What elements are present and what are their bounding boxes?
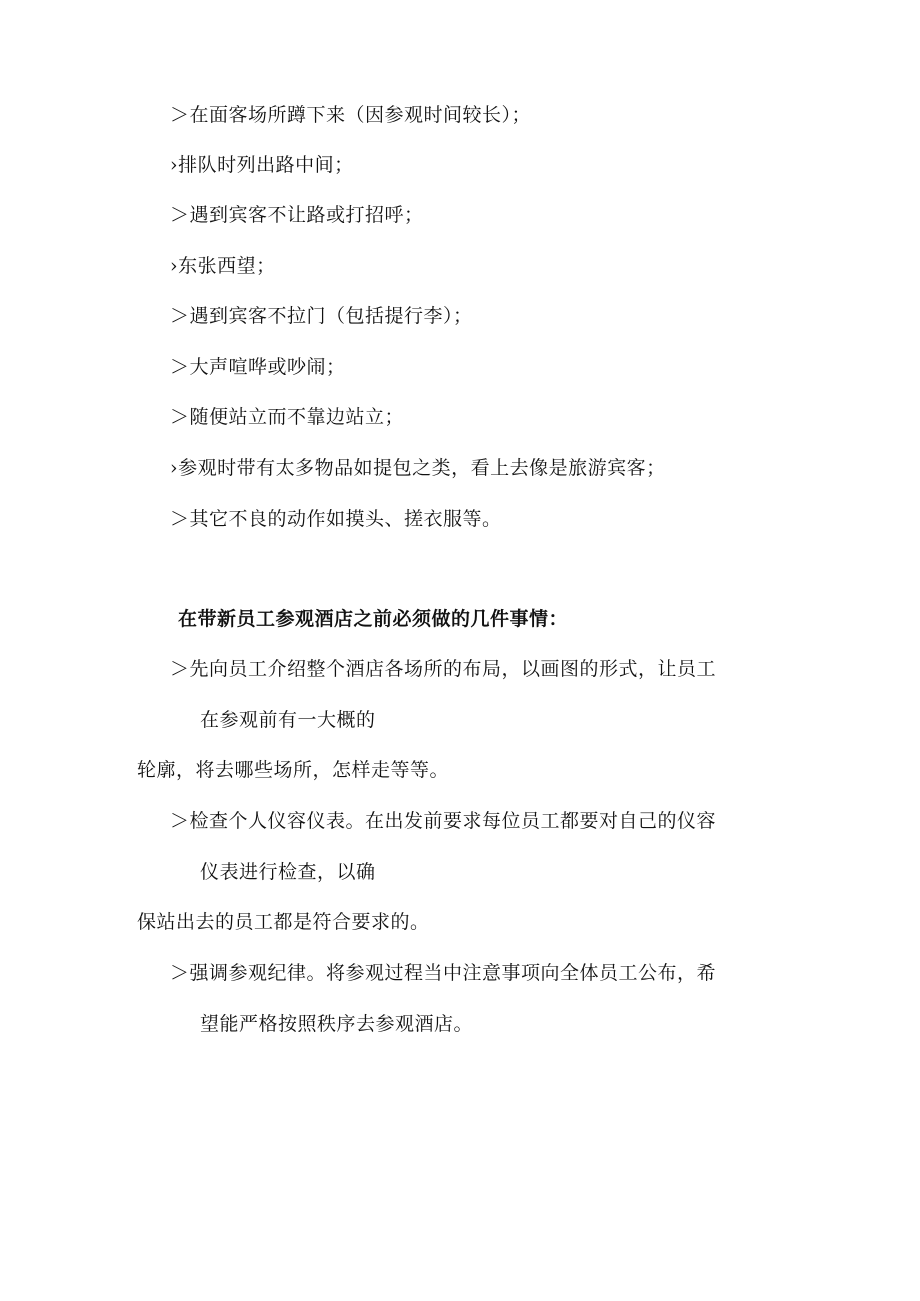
list-item: ＞在面客场所蹲下来（因参观时间较长）；	[170, 104, 532, 126]
list-item-line: 仪表进行检查，以确	[200, 861, 376, 883]
list-item: ＞遇到宾客不拉门（包括提行李）；	[170, 305, 473, 327]
list-item-line: 望能严格按照秩序去参观酒店。	[200, 1013, 474, 1035]
list-item: ＞随便站立而不靠边站立；	[170, 406, 405, 428]
list-item: ›排队时列出路中间；	[170, 154, 354, 176]
list-item-line: ＞强调参观纪律。将参观过程当中注意事项向全体员工公布，希	[170, 962, 717, 984]
list-item: ＞其它不良的动作如摸头、搓衣服等。	[170, 508, 502, 530]
list-item: ›东张西望；	[170, 255, 276, 277]
list-item-line: ＞先向员工介绍整个酒店各场所的布局，以画图的形式，让员工	[170, 658, 717, 680]
list-item-line: 在参观前有一大概的	[200, 709, 376, 731]
list-item-line: ＞检查个人仪容仪表。在出发前要求每位员工都要对自己的仪容	[170, 810, 717, 832]
list-item: ＞遇到宾客不让路或打招呼；	[170, 204, 424, 226]
list-item-line: 轮廓，将去哪些场所，怎样走等等。	[137, 759, 450, 781]
section-heading: 在带新员工参观酒店之前必须做的几件事情：	[178, 608, 569, 630]
list-item: ›参观时带有太多物品如提包之类，看上去像是旅游宾客；	[170, 457, 666, 479]
list-item-line: 保站出去的员工都是符合要求的。	[137, 911, 430, 933]
list-item: ＞大声喧哗或吵闹；	[170, 356, 346, 378]
